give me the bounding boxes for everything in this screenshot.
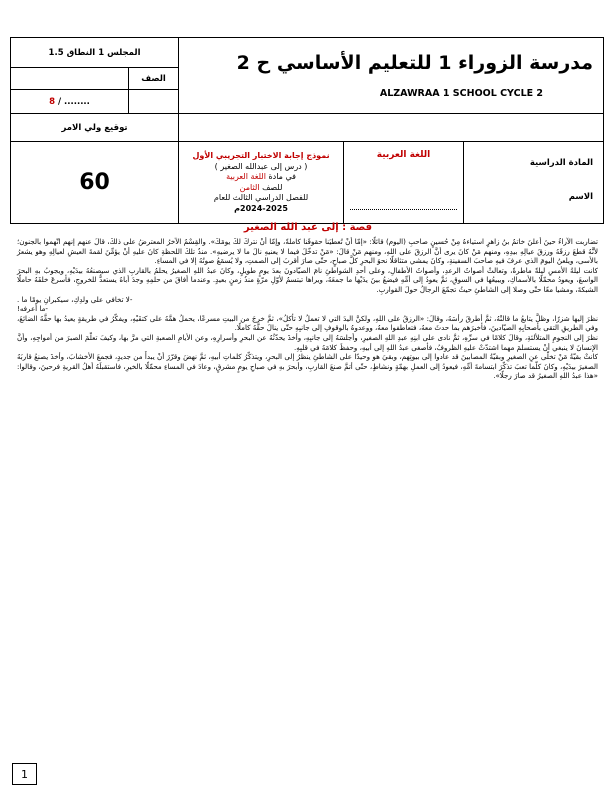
paragraph: نظرَ إليها شزرًا، وظلَّ يتابعُ ما قالتْهُ، ثمَّ أطرقَ رأسَهُ، وقالَ: «الرزقُ على اللهِ، ولكنَّ اليدَ التي لا تعملُ لا تأكلُ»، ثمَّ خرجَ من البيتِ مسرعًا، يحملُ همَّهُ على كتفَيْهِ، ويفكّرُ في طريقةٍ يعيدُ بها حقَّهُ الضائعَ، وفي الطريقِ التقى بأصحابِهِ الصيّادينَ، فأخبرَهم بما حدثَ معهُ، فتعاطفوا معهُ، ووعدوهُ بالوقوفِ إلى جانبِهِ حتّى ينالَ حقَّهُ كاملًا. [17, 313, 598, 333]
exam-line-5: للفصل الدراسي الثالث للعام [213, 193, 309, 202]
grade-label: الصف [129, 68, 179, 90]
exam-line-1: نموذج إجابة الاختبار التجريبي الأول [192, 151, 330, 160]
exam-line-3: في مادة اللغة العربية [226, 172, 296, 181]
subject-value: اللغة العربية [376, 150, 431, 160]
exam-line-4: للصف الثامن [239, 182, 283, 192]
dialogue-line: -لا تخافي على ولدِكِ، سيكبرانِ يومًا ما . [17, 294, 133, 304]
guardian-signature-label: توقيع ولي الامر [11, 114, 179, 142]
school-cell [179, 38, 604, 114]
story-title: قصة : إلى عبد الله الصغير [243, 222, 373, 233]
dialogue-line: -ما أعرفه! [17, 304, 48, 314]
exam-header [10, 37, 604, 224]
paragraph: نظرَ إلى النجومِ المتلألئةِ، وقالَ كلامًا في سرِّهِ، ثمَّ نادى على ابنِهِ عبدِ اللهِ الصغيرِ، وأجلسَهُ إلى جانبِهِ، وأخذَ يحدّثُهُ عن البحرِ وأسرارِهِ، وعن الأيامِ الصعبةِ التي مرَّ بها، وكيفَ تعلّمَ الصبرَ من أمواجِهِ، وأنَّ الإنسانَ لا ينبغي أنْ يستسلمَ مهما اشتدّتْ عليهِ الظروفُ، فأصغى عبدُ اللهِ إلى أبيهِ، وحفظَ كلامَهُ في قلبِهِ. [17, 332, 598, 352]
page-number: 1 [12, 763, 37, 785]
labels-cell [464, 142, 604, 224]
subject-cell [344, 142, 464, 224]
exam-line-2: ( درس إلى عبدالله الصغير ) [214, 161, 308, 171]
score-total: 60 [11, 142, 179, 224]
paragraph: كانت ليلةُ الأمسِ ليلةً ماطرةً، وتعالتْ أصواتُ الرعدِ، وأصواتُ الأطفالِ، وعلى أحدِ الشواطئِ نامَ الصيّادونَ بعدَ يومٍ طويلٍ، وكانَ عبدُ اللهِ الصغيرُ يحلمُ بالقاربِ الذي سيصنعُهُ بيدَيْهِ، ويجوبُ بهِ البحرَ الواسعَ، ويعودُ محمّلًا بالأسماكِ، ويبيعُها في السوقِ، ثمَّ يعودُ إلى أمِّهِ فيضعُ بينَ يدَيْها ما جمعَهُ، ويراها تبتسمُ لأوّلِ مرّةٍ منذُ زمنٍ بعيدٍ. وعندما أفاقَ من حلمِهِ وجدَ أباهُ يستعدُّ للخروجِ، فأسرعَ خلفَهُ حاملًا الشبكةَ، ومشيا معًا حتّى وصلا إلى الشاطئِ حيثُ تجمّعَ الرجالُ حولَ القواربِ. [17, 265, 598, 294]
name-field[interactable] [350, 198, 457, 210]
name-label: الاسم [568, 192, 594, 202]
exam-info [179, 142, 344, 224]
council-label: المجلس 1 النطاق 1.5 [11, 38, 179, 68]
subject-label: المادة الدراسية [529, 158, 594, 168]
paragraph: كانتْ بقيّةُ مَنْ تخلّى عنِ الصغيرِ وبقيّةُ المصابينَ قد عادوا إلى بيوتِهم، وبقيَ هو وحيدًا على الشاطئِ ينظرُ إلى البحرِ، ويتذكّرُ كلماتِ أبيهِ، ثمَّ نهضَ وقرّرَ أنْ يبدأَ من جديدٍ، فجمعَ الأخشابَ، وأخذَ يصنعُ قاربَهُ الصغيرَ بيدَيْهِ، وكانَ كلّما تعبَ تذكّرَ ابتسامةَ أمِّهِ، فيعودُ إلى العملِ بهمّةٍ ونشاطٍ، حتّى أتمَّ صنعَ القاربِ، وأبحرَ بهِ في صباحِ يومٍ مشرقٍ، وعادَ في المساءِ محمّلًا بالخيرِ، فاستقبلَهُ أهلُ القريةِ فرحينَ، وقالوا: «هذا عبدُ اللهِ الصغيرُ قد صارَ رجلًا». [17, 352, 598, 381]
school-name-ar: مدرسة الزوراء 1 للتعليم الأساسي ح 2 [236, 52, 594, 74]
exam-year: 2024-2025م [234, 203, 288, 213]
school-name-en: ALZAWRAA 1 SCHOOL CYCLE 2 [379, 88, 544, 99]
paragraph: تضاربت الآراءُ حينَ أعلنَ خاتمُ بنُ زاهرٍ استياءهُ مِنْ حُسينٍ صاحبِ (اليوم) قائلًا: «إمّا أنْ تُعطيَنا حقوقَنا كاملةً، وإمّا أنْ نتركَ لكَ يومَكَ». والقِسْمُ الآخرُ المعترضُ على ذلكَ، قالَ عنهم إنهم اتّهموا بالجنون؛ لأنَّهُ قطعَ رزقَهُ ورزقَ عيالِهِ بيدِهِ، ومنهم مَنْ كانَ يرى أنَّ الرزقَ على اللهِ، ومنهم مَنْ قالَ: «مَنْ تدخّلَ فيما لا يعنيهِ نالَ ما لا يرضيهِ». منذُ تلكَ اللحظةِ كانَ عليهِ أنْ يؤمِّنَ لقمةَ العيشِ لعيالِهِ وهو يشعرُ بالأسى، ويلعنُ اليومَ الذي عرفَ فيهِ صاحبَ السفينةِ، وكانَ يمشي متثاقلًا نحوَ البحرِ كلَّ صباحٍ، حتّى صارَ أقربَ إلى الصمتِ، ولا يُسمَعُ صوتُهُ إلا في المساءِ. [17, 237, 598, 266]
grade-value: 8 / ........ [11, 90, 129, 114]
story-body [17, 237, 598, 381]
